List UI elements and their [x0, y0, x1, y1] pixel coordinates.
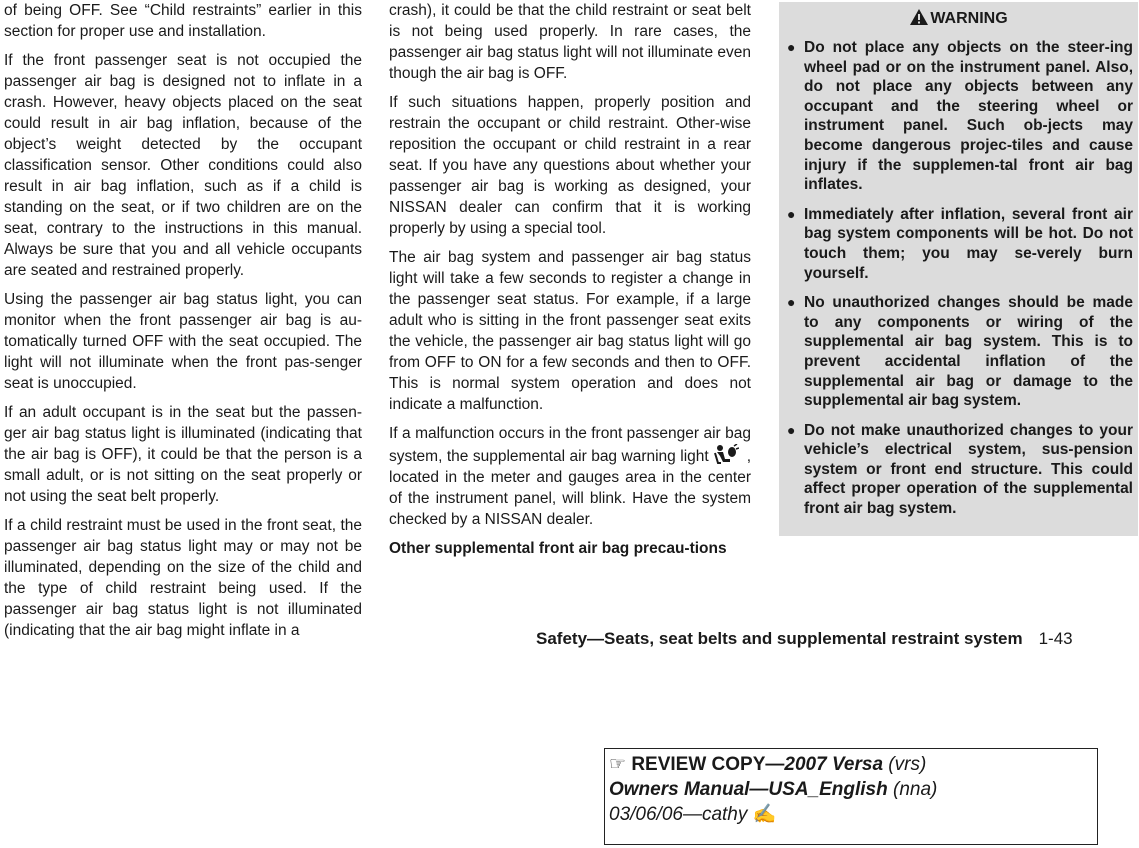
bullet-icon: ● — [787, 294, 796, 311]
paragraph-text: If a malfunction occurs in the front passenger air bag system, the supplemental air bag warning light — [389, 425, 751, 465]
warning-item-text: Immediately after inflation, several front air bag system components will be hot. Do not touch them; you may se-verely burn yourself. — [804, 205, 1133, 282]
review-line-2 — [609, 777, 1097, 802]
review-manual: Owners Manual—USA_English — [609, 779, 888, 800]
review-date: 03/06/06—cathy — [609, 804, 748, 825]
review-manual-code: (nna) — [887, 779, 938, 800]
writing-hand-icon: ✍ — [752, 804, 777, 825]
warning-item-text: No unauthorized changes should be made to any components or wiring of the supplemental air bag system. This is to prevent accidental inflation of the supplemental air bag or damage to the supplemental air bag system. — [804, 294, 1133, 410]
footer-section-title: Safety—Seats, seat belts and supplemental restraint system — [536, 629, 1023, 648]
warning-item — [787, 205, 1133, 283]
warning-box — [779, 2, 1138, 536]
column-left — [4, 0, 362, 649]
page-number: 1-43 — [1038, 629, 1073, 648]
warning-item-text: Do not place any objects on the steer-ing wheel pad or on the instrument panel. Also, do not place any objects between any occupant and the steering wheel or instrument panel. Such ob-jects may become dangerous projec-tiles and cause injury if the supplemen-tal front air bag inflates. — [804, 39, 1133, 194]
review-label: REVIEW COPY— — [631, 754, 785, 775]
paragraph: Using the passenger air bag status light, you can monitor when the front passenger air bag is au-tomatically turned OFF with the seat occupied. The light will not illuminate when the front pas-senger seat is unoccupied. — [4, 291, 362, 392]
warning-title: WARNING — [930, 10, 1008, 27]
review-model-code: (vrs) — [883, 754, 927, 775]
warning-heading — [779, 2, 1138, 32]
review-line-3 — [609, 802, 1097, 827]
paragraph: If such situations happen, properly position and restrain the occupant or child restraint. Other-wise reposition the occupant or child restraint in a rear seat. If you have any questions about whether your passenger air bag is working as designed, your NISSAN dealer can confirm that it is working properly by using a special tool. — [389, 94, 751, 237]
warning-item-text: Do not make unauthorized changes to your vehicle’s electrical system, sus-pension system or front end structure. This could affect proper operation of the supplemental front air bag system. — [804, 421, 1133, 518]
warning-item — [787, 38, 1133, 195]
review-model: 2007 Versa — [784, 754, 884, 775]
warning-triangle-icon — [909, 8, 929, 26]
warning-item — [787, 421, 1133, 519]
airbag-warning-icon — [713, 444, 739, 466]
pointing-hand-icon: ☞ — [609, 754, 627, 775]
column-middle — [389, 0, 751, 567]
paragraph: The air bag system and passenger air bag status light will take a few seconds to register a change in the passenger seat status. For example, if a large adult who is sitting in the front passenger seat exits the vehicle, the passenger air bag status light will go from OFF to ON for a few seconds and then to OFF. This is normal system operation and does not indicate a malfunction. — [389, 249, 751, 413]
paragraph: crash), it could be that the child restraint or seat belt is not being used properly. In rare cases, the passenger air bag status light will not illuminate even though the air bag is OFF. — [389, 2, 751, 82]
review-line-1 — [609, 752, 1097, 777]
paragraph-text: , located in the meter and gauges area in the center of the instrument panel, will blink. Have the system checked by a NISSAN dealer. — [389, 448, 751, 528]
page-footer — [536, 627, 1139, 651]
paragraph: of being OFF. See “Child restraints” earlier in this section for proper use and installation. — [4, 2, 362, 40]
bullet-icon: ● — [787, 39, 796, 55]
warning-list — [779, 38, 1138, 519]
paragraph: If a child restraint must be used in the front seat, the passenger air bag status light may or may not be illuminated, depending on the size of the child and the type of child restraint being used. If the passenger air bag status light is not illuminated (indicating that the air bag might inflate in a — [4, 517, 362, 639]
paragraph-warning-light — [389, 423, 751, 530]
section-subheading: Other supplemental front air bag precau-tions — [389, 540, 727, 557]
warning-item — [787, 293, 1133, 411]
bullet-icon: ● — [787, 205, 796, 222]
paragraph: If the front passenger seat is not occupied the passenger air bag is designed not to inflate in a crash. However, heavy objects placed on the seat could result in air bag inflation, because of the object’s weight detected by the occupant classification sensor. Other conditions could also result in air bag inflation, such as if a child is standing on the seat, or if two children are on the seat, contrary to the instructions in this manual. Always be sure that you and all vehicle occupants are seated and restrained properly. — [4, 52, 362, 279]
review-copy-stamp — [604, 748, 1098, 845]
bullet-icon: ● — [787, 421, 796, 438]
paragraph: If an adult occupant is in the seat but the passen-ger air bag status light is illuminated (indicating that the air bag is OFF), it could be that the person is a small adult, or is not sitting on the seat properly or not using the seat belt properly. — [4, 404, 362, 505]
